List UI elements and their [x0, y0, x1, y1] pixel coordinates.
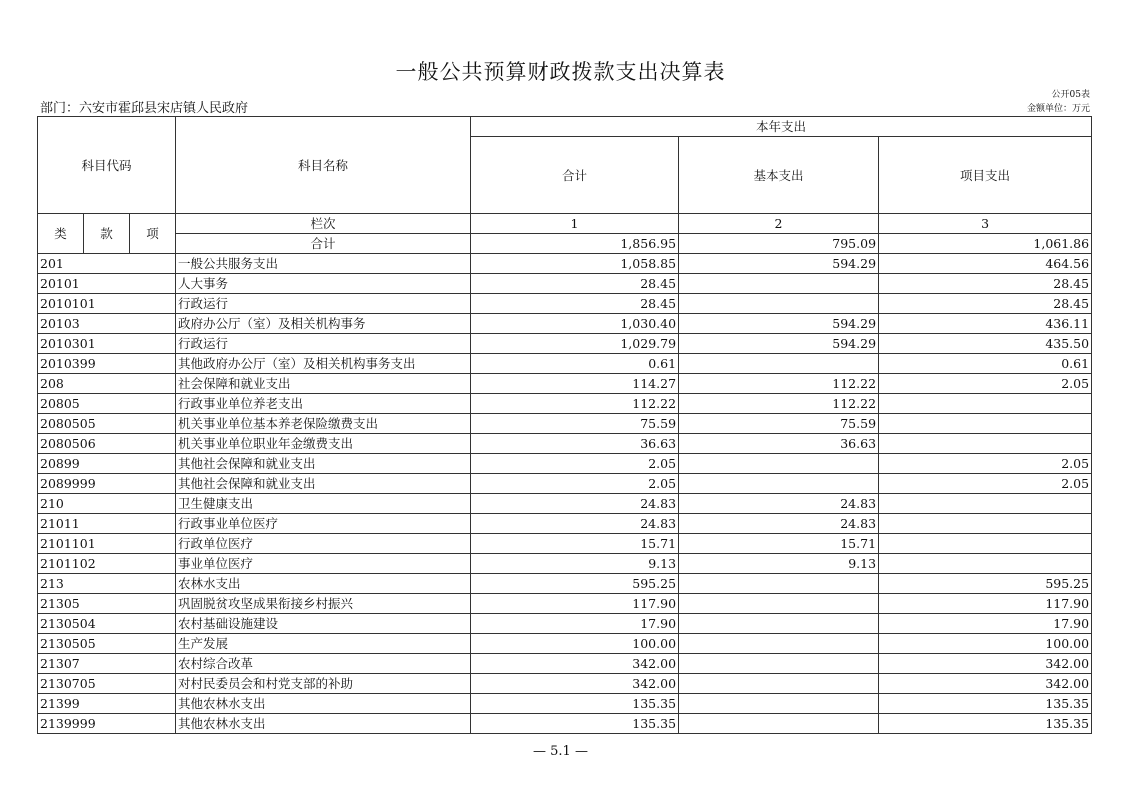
row-name: 一般公共服务支出	[176, 254, 471, 274]
row-code: 20899	[38, 454, 176, 474]
row-name: 事业单位医疗	[176, 554, 471, 574]
row-name: 其他政府办公厅（室）及相关机构事务支出	[176, 354, 471, 374]
row-name: 机关事业单位基本养老保险缴费支出	[176, 414, 471, 434]
header-row-1	[38, 117, 1092, 137]
row-code: 208	[38, 374, 176, 394]
table-row	[38, 394, 1092, 414]
row-total: 28.45	[471, 274, 679, 294]
row-total: 0.61	[471, 354, 679, 374]
row-name: 卫生健康支出	[176, 494, 471, 514]
row-project	[879, 394, 1092, 414]
row-total: 75.59	[471, 414, 679, 434]
row-code: 21307	[38, 654, 176, 674]
row-name: 其他农林水支出	[176, 714, 471, 734]
row-name: 其他社会保障和就业支出	[176, 474, 471, 494]
row-basic: 24.83	[679, 514, 879, 534]
page-title: 一般公共预算财政拨款支出决算表	[395, 60, 726, 84]
page-number: — 5.1 —	[533, 744, 588, 759]
row-basic	[679, 694, 879, 714]
row-total: 1,058.85	[471, 254, 679, 274]
table-row	[38, 294, 1092, 314]
row-total: 2.05	[471, 454, 679, 474]
row-project	[879, 554, 1092, 574]
header-total: 合计	[471, 137, 679, 214]
row-name: 农村基础设施建设	[176, 614, 471, 634]
header-name: 科目名称	[176, 117, 471, 214]
row-basic	[679, 274, 879, 294]
row-basic	[679, 574, 879, 594]
row-project: 2.05	[879, 474, 1092, 494]
header-lei: 类	[38, 214, 84, 254]
row-total: 24.83	[471, 494, 679, 514]
row-basic: 9.13	[679, 554, 879, 574]
row-project: 135.35	[879, 694, 1092, 714]
col-no-2: 2	[679, 214, 879, 234]
row-basic	[679, 474, 879, 494]
row-code: 2089999	[38, 474, 176, 494]
row-name: 人大事务	[176, 274, 471, 294]
header-xiang: 项	[130, 214, 176, 254]
row-name: 行政事业单位医疗	[176, 514, 471, 534]
row-project: 2.05	[879, 454, 1092, 474]
row-total: 36.63	[471, 434, 679, 454]
row-project	[879, 534, 1092, 554]
table-row	[38, 534, 1092, 554]
row-code: 2101102	[38, 554, 176, 574]
row-code: 2080505	[38, 414, 176, 434]
table-row	[38, 634, 1092, 654]
col-no-1: 1	[471, 214, 679, 234]
table-row	[38, 614, 1092, 634]
column-number-row	[38, 214, 1092, 234]
row-code: 2139999	[38, 714, 176, 734]
row-code: 20103	[38, 314, 176, 334]
row-code: 201	[38, 254, 176, 274]
row-code: 2130505	[38, 634, 176, 654]
header-basic: 基本支出	[679, 137, 879, 214]
row-total: 1,029.79	[471, 334, 679, 354]
row-project	[879, 434, 1092, 454]
row-total: 28.45	[471, 294, 679, 314]
row-basic: 36.63	[679, 434, 879, 454]
table-row	[38, 374, 1092, 394]
row-code: 2101101	[38, 534, 176, 554]
row-code: 2010301	[38, 334, 176, 354]
row-basic	[679, 714, 879, 734]
table-row	[38, 594, 1092, 614]
table-row	[38, 334, 1092, 354]
table-row	[38, 514, 1092, 534]
row-project: 0.61	[879, 354, 1092, 374]
row-code: 210	[38, 494, 176, 514]
row-total: 135.35	[471, 694, 679, 714]
row-code: 213	[38, 574, 176, 594]
row-project: 17.90	[879, 614, 1092, 634]
grand-total-label: 合计	[176, 234, 471, 254]
table-row	[38, 254, 1092, 274]
row-name: 巩固脱贫攻坚成果衔接乡村振兴	[176, 594, 471, 614]
row-basic: 24.83	[679, 494, 879, 514]
table-row	[38, 434, 1092, 454]
department-label: 部门：六安市霍邱县宋店镇人民政府	[40, 101, 249, 116]
row-code: 2130504	[38, 614, 176, 634]
grand-total-amount: 1,856.95	[471, 234, 679, 254]
table-row	[38, 654, 1092, 674]
table-row	[38, 554, 1092, 574]
row-basic	[679, 634, 879, 654]
table-row	[38, 714, 1092, 734]
row-total: 342.00	[471, 654, 679, 674]
row-total: 112.22	[471, 394, 679, 414]
row-code: 20101	[38, 274, 176, 294]
row-basic	[679, 294, 879, 314]
row-project: 342.00	[879, 654, 1092, 674]
row-basic	[679, 674, 879, 694]
row-name: 对村民委员会和村党支部的补助	[176, 674, 471, 694]
row-name: 政府办公厅（室）及相关机构事务	[176, 314, 471, 334]
row-basic: 75.59	[679, 414, 879, 434]
row-project: 100.00	[879, 634, 1092, 654]
row-name: 其他社会保障和就业支出	[176, 454, 471, 474]
row-basic	[679, 654, 879, 674]
row-project: 595.25	[879, 574, 1092, 594]
row-basic: 15.71	[679, 534, 879, 554]
expenditure-table	[37, 116, 1092, 734]
row-project: 28.45	[879, 274, 1092, 294]
row-project: 342.00	[879, 674, 1092, 694]
row-name: 其他农林水支出	[176, 694, 471, 714]
row-name: 行政运行	[176, 334, 471, 354]
row-total: 100.00	[471, 634, 679, 654]
row-project: 117.90	[879, 594, 1092, 614]
amount-unit: 金额单位：万元	[1026, 104, 1090, 114]
row-name: 行政单位医疗	[176, 534, 471, 554]
grand-total-basic: 795.09	[679, 234, 879, 254]
header-current-year: 本年支出	[471, 117, 1092, 137]
row-code: 20805	[38, 394, 176, 414]
row-total: 15.71	[471, 534, 679, 554]
row-basic: 594.29	[679, 254, 879, 274]
row-code: 2130705	[38, 674, 176, 694]
row-code: 2080506	[38, 434, 176, 454]
row-project: 2.05	[879, 374, 1092, 394]
table-row	[38, 354, 1092, 374]
row-basic: 112.22	[679, 394, 879, 414]
row-name: 生产发展	[176, 634, 471, 654]
table-row	[38, 674, 1092, 694]
row-total: 114.27	[471, 374, 679, 394]
row-name: 农林水支出	[176, 574, 471, 594]
row-total: 595.25	[471, 574, 679, 594]
header-code: 科目代码	[38, 117, 176, 214]
table-row	[38, 314, 1092, 334]
form-number: 公开05表	[1051, 90, 1090, 100]
row-project: 436.11	[879, 314, 1092, 334]
row-name: 行政运行	[176, 294, 471, 314]
table-body	[38, 117, 1092, 734]
row-total: 2.05	[471, 474, 679, 494]
row-code: 21399	[38, 694, 176, 714]
table-row	[38, 454, 1092, 474]
row-name: 行政事业单位养老支出	[176, 394, 471, 414]
row-project: 28.45	[879, 294, 1092, 314]
row-basic	[679, 594, 879, 614]
row-name: 机关事业单位职业年金缴费支出	[176, 434, 471, 454]
row-code: 21305	[38, 594, 176, 614]
row-project: 464.56	[879, 254, 1092, 274]
table-row	[38, 474, 1092, 494]
table-row	[38, 274, 1092, 294]
header-column-no: 栏次	[176, 214, 471, 234]
row-total: 9.13	[471, 554, 679, 574]
row-project: 435.50	[879, 334, 1092, 354]
row-total: 17.90	[471, 614, 679, 634]
row-total: 135.35	[471, 714, 679, 734]
row-basic: 594.29	[679, 314, 879, 334]
row-total: 1,030.40	[471, 314, 679, 334]
row-basic	[679, 614, 879, 634]
header-kuan: 款	[84, 214, 130, 254]
row-code: 21011	[38, 514, 176, 534]
row-total: 117.90	[471, 594, 679, 614]
row-name: 农村综合改革	[176, 654, 471, 674]
row-basic: 594.29	[679, 334, 879, 354]
table-row	[38, 494, 1092, 514]
grand-total-project: 1,061.86	[879, 234, 1092, 254]
row-basic	[679, 354, 879, 374]
table-row	[38, 414, 1092, 434]
row-project	[879, 514, 1092, 534]
row-project	[879, 414, 1092, 434]
row-basic: 112.22	[679, 374, 879, 394]
row-name: 社会保障和就业支出	[176, 374, 471, 394]
row-total: 24.83	[471, 514, 679, 534]
row-basic	[679, 454, 879, 474]
row-code: 2010399	[38, 354, 176, 374]
table-row	[38, 694, 1092, 714]
row-code: 2010101	[38, 294, 176, 314]
table-row	[38, 574, 1092, 594]
header-project: 项目支出	[879, 137, 1092, 214]
row-total: 342.00	[471, 674, 679, 694]
col-no-3: 3	[879, 214, 1092, 234]
grand-total-row	[38, 234, 1092, 254]
row-project: 135.35	[879, 714, 1092, 734]
row-project	[879, 494, 1092, 514]
